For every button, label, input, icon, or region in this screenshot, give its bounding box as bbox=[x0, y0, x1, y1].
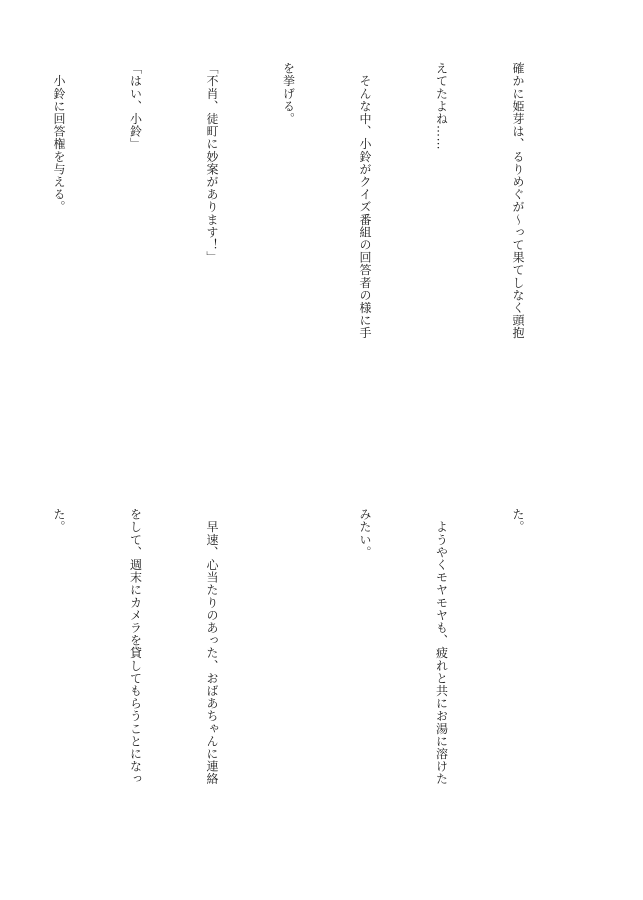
text-line bbox=[275, 508, 301, 838]
text-line: 早速、心当たりのあった、おばあちゃんに連絡 bbox=[205, 508, 219, 786]
text-line: えてたよね…… bbox=[434, 62, 449, 151]
text-line: た。 bbox=[52, 508, 66, 534]
text-line: 「はい、小鈴」 bbox=[128, 62, 143, 151]
text-line: 小鈴に回答権を与える。 bbox=[52, 62, 66, 214]
text-line: た。 bbox=[511, 508, 525, 534]
top-text-block bbox=[0, 62, 581, 392]
text-line: みたい。 bbox=[358, 508, 372, 559]
text-line: 確かに姫芽は、るりめぐが～って果てしなく頭抱 bbox=[511, 62, 525, 340]
text-line: ようやくモヤモヤも、疲れと共にお湯に溶けた bbox=[434, 508, 449, 786]
text-line: を挙げる。 bbox=[281, 62, 296, 125]
text-line: をして、週末にカメラを貸してもらうことになっ bbox=[128, 508, 143, 786]
text-line: そんな中、小鈴がクイズ番組の回答者の様に手 bbox=[358, 62, 372, 340]
bottom-text-block bbox=[0, 508, 581, 838]
text-line: 「不肖、徒町に妙案があります！」 bbox=[205, 62, 219, 264]
